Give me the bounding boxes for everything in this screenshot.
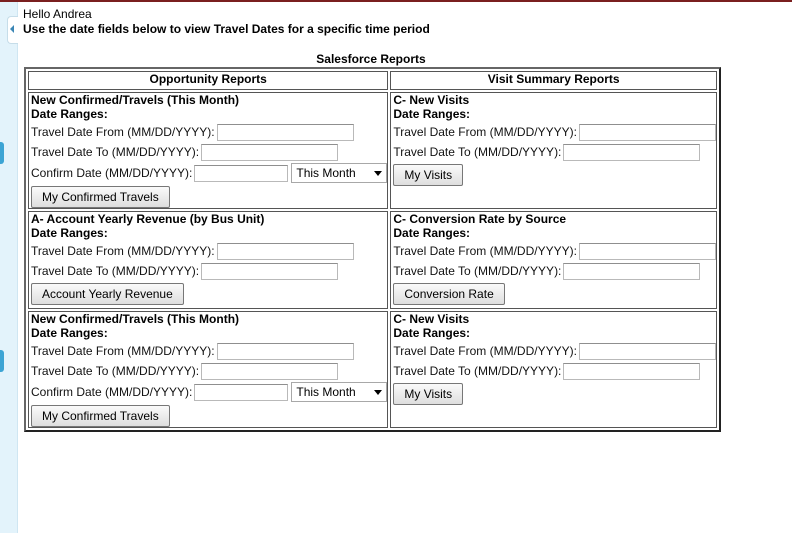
date-ranges-label: Date Ranges: [393,107,471,121]
top-border [0,0,792,2]
travel-to-label: Travel Date To (MM/DD/YYYY): [31,364,200,378]
confirm-date-label: Confirm Date (MM/DD/YYYY): [31,166,193,180]
my-confirmed-travels-button[interactable]: My Confirmed Travels [31,405,170,427]
travel-to-label: Travel Date To (MM/DD/YYYY): [31,145,200,159]
account-yearly-revenue-button[interactable]: Account Yearly Revenue [31,283,184,305]
travel-to-input[interactable] [201,363,338,380]
period-select-value: This Month [296,166,356,180]
dropdown-arrow-icon [374,171,382,176]
report-title: C- New Visits [393,312,470,326]
report-title: New Confirmed/Travels (This Month) [31,312,240,326]
sidebar-collapse-handle[interactable] [7,16,18,44]
conversion-rate-button[interactable]: Conversion Rate [393,283,504,305]
travel-from-input[interactable] [217,343,354,360]
reports-table [24,67,721,432]
travel-to-input[interactable] [563,144,700,161]
table-caption: Salesforce Reports [316,52,426,66]
report-cell-new-visits [390,92,717,209]
travel-from-input[interactable] [579,243,716,260]
my-confirmed-travels-button[interactable]: My Confirmed Travels [31,186,170,208]
travel-from-input[interactable] [579,343,716,360]
report-cell-confirmed-travels [28,311,388,428]
greeting-text: Hello Andrea [23,7,92,21]
travel-to-label: Travel Date To (MM/DD/YYYY): [393,264,562,278]
travel-from-input[interactable] [217,124,354,141]
report-title: C- Conversion Rate by Source [393,212,567,226]
report-title: C- New Visits [393,93,470,107]
date-ranges-label: Date Ranges: [31,326,108,340]
my-visits-button[interactable]: My Visits [393,383,463,405]
travel-from-input[interactable] [579,124,716,141]
period-select[interactable] [291,382,387,402]
period-select-value: This Month [296,385,356,399]
confirm-date-label: Confirm Date (MM/DD/YYYY): [31,385,193,399]
date-ranges-label: Date Ranges: [31,226,108,240]
travel-from-label: Travel Date From (MM/DD/YYYY): [31,125,215,139]
my-visits-button[interactable]: My Visits [393,164,463,186]
column-header-opportunity: Opportunity Reports [28,71,388,90]
date-ranges-label: Date Ranges: [31,107,108,121]
travel-to-input[interactable] [201,144,338,161]
travel-to-label: Travel Date To (MM/DD/YYYY): [393,364,562,378]
sidebar [0,2,18,533]
travel-from-label: Travel Date From (MM/DD/YYYY): [393,344,577,358]
travel-to-label: Travel Date To (MM/DD/YYYY): [31,264,200,278]
report-title: New Confirmed/Travels (This Month) [31,93,240,107]
column-header-visit-summary: Visit Summary Reports [390,71,717,90]
report-cell-confirmed-travels [28,92,388,209]
report-cell-new-visits [390,311,717,428]
date-ranges-label: Date Ranges: [393,326,471,340]
collapse-left-icon [10,25,14,33]
report-cell-account-yearly-revenue [28,211,388,309]
sidebar-tab[interactable] [0,350,4,372]
instructions-text: Use the date fields below to view Travel Dates for a specific time period [23,22,430,36]
sidebar-tab[interactable] [0,142,4,164]
travel-from-label: Travel Date From (MM/DD/YYYY): [393,244,577,258]
report-title: A- Account Yearly Revenue (by Bus Unit) [31,212,265,226]
travel-to-label: Travel Date To (MM/DD/YYYY): [393,145,562,159]
travel-from-input[interactable] [217,243,354,260]
travel-from-label: Travel Date From (MM/DD/YYYY): [31,344,215,358]
travel-to-input[interactable] [201,263,338,280]
confirm-date-input[interactable] [194,165,288,182]
travel-from-label: Travel Date From (MM/DD/YYYY): [31,244,215,258]
travel-to-input[interactable] [563,263,700,280]
dropdown-arrow-icon [374,390,382,395]
date-ranges-label: Date Ranges: [393,226,471,240]
confirm-date-input[interactable] [194,384,288,401]
travel-from-label: Travel Date From (MM/DD/YYYY): [393,125,577,139]
travel-to-input[interactable] [563,363,700,380]
report-cell-conversion-rate [390,211,717,309]
period-select[interactable] [291,163,387,183]
